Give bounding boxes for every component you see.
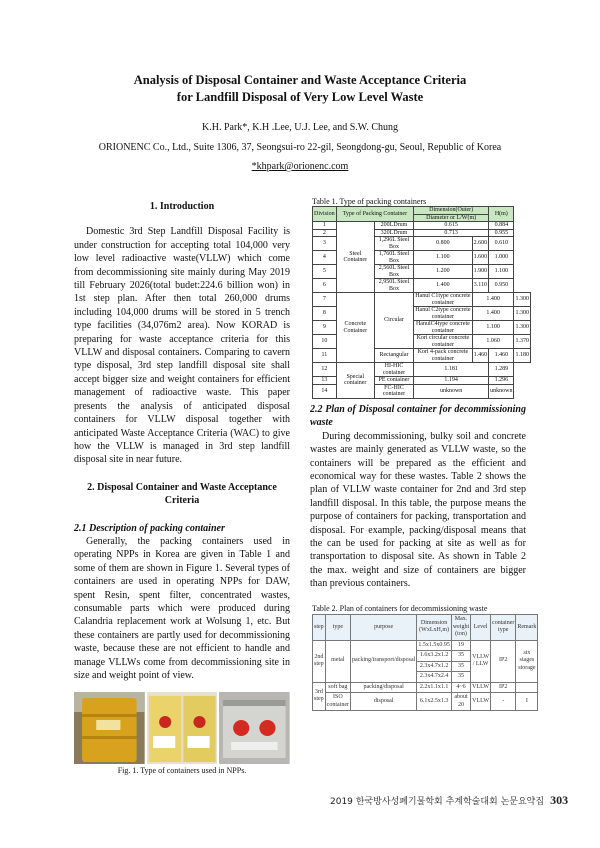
subsection-heading-packing: 2.1 Description of packing container xyxy=(74,522,225,534)
table-row: 2.3x4.7x2.4 35 xyxy=(313,672,538,683)
table-row: 3rd step soft bag packing/disposal 2.2x1.1x1.1 4~6 VLLW IP2 xyxy=(313,682,538,693)
labeled-drums-photo xyxy=(147,692,218,764)
right-column xyxy=(310,403,526,591)
table-1-packing-containers: Division Type of Packing Container Dimension(Outer) H(m) Diameter or L/W(m) 1 Steel Container 200LDrum 0.615 0.884 2 320LDrum 0.713 0.955 3 1,296L Steel Box 0.800 2.600 0.610 4 1,760L Steel Box 1.100 1.600 1.000 5 2,560L Steel Box 1.200 1.900 1.100 6 2,950L Steel Box 1.400 3.110 0.950 7 Concrete Container Circular Hanul C1type concrete container 1.400 1.300 8 Hanul C2type concrete container 1.400 1.300 9 HanulC4type concrete container 1.100 1.300 10 Kori circular concrete container 1.060 1.370 11 Rectangular Kori 4-pack concrete container 1.460 1.460 1.180 12 Special container HI-HIC container 1.181 1.289 13 PE container 1.194 1.296 14 FC-HIC container unknown unknown xyxy=(314,207,529,397)
table-row: 6 2,950L Steel Box 1.400 3.110 0.950 xyxy=(313,279,531,293)
table-row: 1.6x3.2x1.2 35 xyxy=(313,651,538,662)
authors: K.H. Park*, K.H .Lee, U.J. Lee, and S.W. Chung xyxy=(202,122,398,133)
table-2-header-row: step type purpose Dimension (WxLxH,m) Max. weight (ton) Level container type Remark xyxy=(313,615,538,641)
introduction-paragraph: Domestic 3rd Step Landfill Disposal Facility is under construction for accepting total 104,000 very low level radioactive waste(VLLW) which come from decommissioning site mainly during May 2019 till February 2026(total budet:224.6 billion won) in 1st step plan. After then total 260,000 drums including 104,000 drums will be stored in 5 trench type facilities (34,076m2 area). Now KORAD is preparing for waste acceptance criteria for this VLLW and disposal containers. Comparing to cavern type disposal, 3rd step landfill disposal site shall accept bigger size and weight containers for efficient management of radioactive waste. This paper presents the analysis of anticipated disposal containers for VLLW disposal together with anticipated Waste Acceptance Criteria (WAC) to give how the VLLW is managed in 3rd step landfill disposal site in near future. xyxy=(74,226,290,466)
figure-1-caption: Fig. 1. Type of containers used in NPPs. xyxy=(117,766,247,775)
table-2-decommissioning-containers xyxy=(312,614,538,711)
table-row: 10 Kori circular concrete container 1.060 1.370 xyxy=(313,335,531,349)
subsection-heading-plan: 2.2 Plan of Disposal container for decommissioning waste xyxy=(310,404,526,429)
table-2-caption: Table 2. Plan of containers for decommissioning waste xyxy=(312,604,488,613)
table-row: 3 1,296L Steel Box 0.800 2.600 0.610 xyxy=(313,237,531,251)
page-number: 303 xyxy=(550,793,569,807)
page-footer xyxy=(330,793,568,808)
table-row: 9 HanulC4type concrete container 1.100 1.300 xyxy=(313,321,531,335)
table-1-body xyxy=(313,222,531,399)
table-row: ISO container disposal 6.1x2.5x1.3 about 20 VLLW - I xyxy=(313,693,538,711)
table-1-caption: Table 1. Type of packing containers xyxy=(312,197,427,206)
table-row: 12 Special container HI-HIC container 1.181 1.289 xyxy=(313,363,531,377)
yellow-drum-photo xyxy=(74,692,145,764)
corresponding-email[interactable]: *khpark@orionenc.com xyxy=(251,161,349,172)
table-row: 1 Steel Container 200LDrum 0.615 0.884 xyxy=(313,222,531,230)
table-row: 11 Rectangular Kori 4-pack concrete container 1.460 1.460 1.180 xyxy=(313,349,531,363)
table-row: 5 2,560L Steel Box 1.200 1.900 1.100 xyxy=(313,265,531,279)
table-row: 8 Hanul C2type concrete container 1.400 1.300 xyxy=(313,307,531,321)
packing-paragraph: Generally, the packing containers used in operating NPPs in Korea are given in Table 1 and some of them are shown in Figure 1. Several types of containers are used in operating NPPs for DAW, spent Resin, spent filter, concentrated wastes, consumable parts which were produced during Calandria replacement work at Wolsung 1, etc. But these containers are partly used for decommissioning waste, because these are not efficient to handle and manage VLLWs come from decommissioning site in size and weight point of view. xyxy=(74,535,290,681)
table-row: 7 Concrete Container Circular Hanul C1type concrete container 1.400 1.300 xyxy=(313,293,531,307)
figure-1-photos xyxy=(74,692,290,764)
table-row: 2nd step metal packing/transport/disposal 1.5x1.5x0.95 19 VLLW / LLW IP2 six stages storage xyxy=(313,640,538,651)
left-column xyxy=(74,200,290,682)
table-row: 4 1,760L Steel Box 1.100 1.600 1.000 xyxy=(313,251,531,265)
plan-paragraph: During decommissioning, bulky soil and concrete wastes are mainly generated as VLLW waste, so the containers will be prepared as the efficient and economical way for these wastes. Table 2 shows the plan of VLLW waste container for 2nd and 3rd step landfill disposal. In this table, the purpose means the purpose of containers for packing, transportation and disposal. For example, packing/disposal means that the can be used for packing at site as well as for transportation to disposal site. As shown in Table 2 the max. weight and size of containers are bigger than previous containers. xyxy=(310,430,526,590)
footer-proceedings: 2019 한국방사성폐기물학회 추계학술대회 논문요약집 xyxy=(330,797,545,807)
section-heading-container-wac: 2. Disposal Container and Waste Acceptance Criteria xyxy=(87,481,277,507)
steel-box-photo xyxy=(219,692,290,764)
table-row: 2 320LDrum 0.713 0.955 xyxy=(313,229,531,237)
affiliation: ORIONENC Co., Ltd., Suite 1306, 37, Seongsui-ro 22-gil, Seongdong-gu, Seoul, Republic of Korea xyxy=(98,142,502,153)
paper-title: Analysis of Disposal Container and Waste Acceptance Criteria for Landfill Disposal of Very Low Level Waste xyxy=(133,73,467,104)
table-row: 2.3x4.7x1.2 35 xyxy=(313,661,538,672)
table-row: 13 PE container 1.194 1.296 xyxy=(313,377,531,385)
section-heading-introduction: 1. Introduction xyxy=(149,201,215,212)
table-row: 14 FC-HIC container unknown unknown xyxy=(313,384,531,398)
